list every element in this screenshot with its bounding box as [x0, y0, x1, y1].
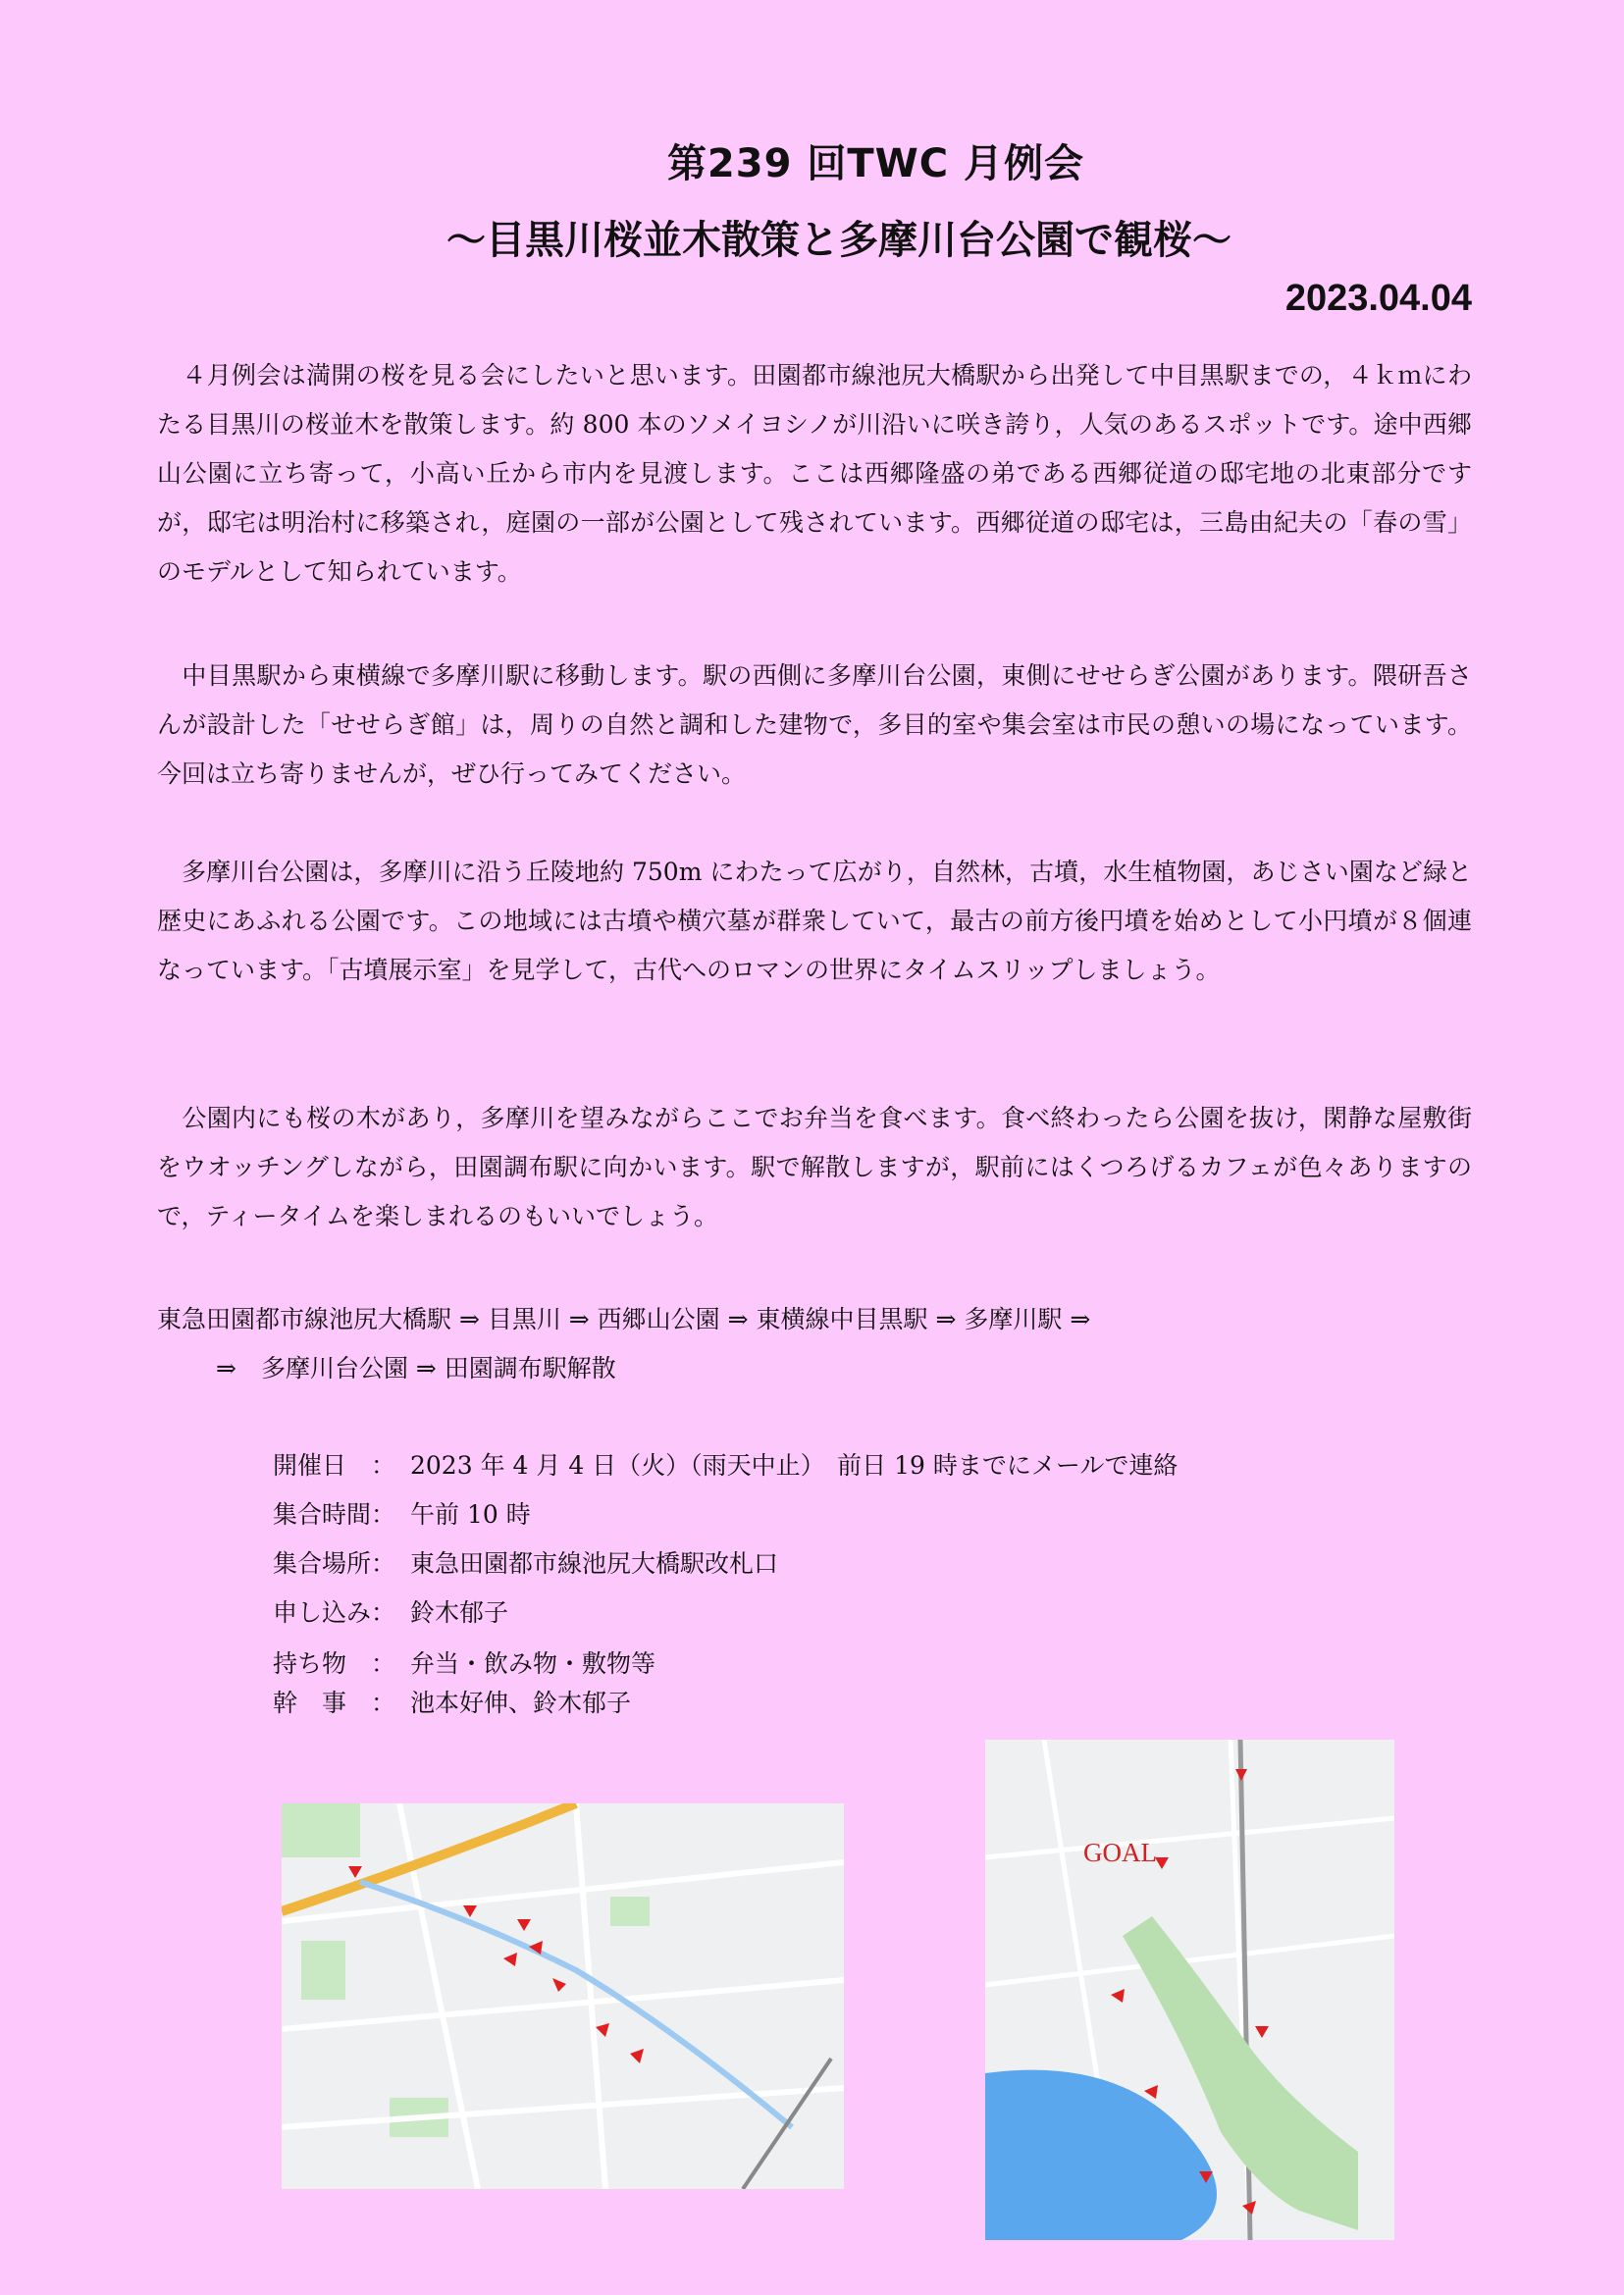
- info-staff-value: 池本好伸、鈴木郁子: [410, 1689, 632, 1717]
- info-date: [273, 1446, 1178, 1486]
- map-tamagawadai: [985, 1740, 1394, 2240]
- info-bring-label: 持ち物 ：: [273, 1649, 396, 1678]
- info-place-value: 東急田園都市線池尻大橋駅改札口: [410, 1549, 779, 1578]
- info-apply: [273, 1593, 508, 1633]
- page-title: 第239 回TWC 月例会: [666, 141, 1085, 186]
- route-line-2: ⇒ 多摩川台公園 ⇒ 田園調布駅解散: [216, 1354, 616, 1382]
- info-apply-value: 鈴木郁子: [410, 1598, 509, 1627]
- info-time-label: 集合時間：: [273, 1500, 396, 1529]
- info-staff: [273, 1684, 631, 1723]
- paragraph-4: 公園内にも桜の木があり，多摩川を望みながらここでお弁当を食べます。食べ終わったら公園を抜け，閑静な屋敷街をウオッチングしながら，田園調布駅に向かいます。駅で解散しますが，駅前にはくつろげるカフェが色々ありますので，ティータイムを楽しまれるのもいいでしょう。: [157, 1104, 1472, 1230]
- paragraph-3: 多摩川台公園は，多摩川に沿う丘陵地約 750m にわたって広がり，自然林，古墳，水生植物園，あじさい園など緑と歴史にあふれる公園です。この地域には古墳や横穴墓が群衆していて，最古の前方後円墳を始めとして小円墳が８個連なっています。「古墳展示室」を見学して，古代へのロマンの世界にタイムスリップしましょう。: [157, 858, 1472, 984]
- info-date-label: 開催日 ：: [273, 1451, 396, 1480]
- info-bring-value: 弁当・飲み物・敷物等: [410, 1649, 656, 1678]
- info-time-value: 午前 10 時: [410, 1500, 531, 1529]
- info-place-label: 集合場所：: [273, 1549, 396, 1578]
- map-meguro-river: [282, 1803, 844, 2189]
- page-subtitle: 〜目黒川桜並木散策と多摩川台公園で観桜〜: [446, 218, 1231, 263]
- info-date-value: 2023 年 4 月 4 日（火）（雨天中止） 前日 19 時までにメールで連絡: [410, 1451, 1179, 1480]
- info-staff-label: 幹 事 ：: [273, 1689, 396, 1717]
- info-bring: [273, 1644, 655, 1684]
- info-apply-label: 申し込み：: [273, 1598, 396, 1627]
- route-line-1: 東急田園都市線池尻大橋駅 ⇒ 目黒川 ⇒ 西郷山公園 ⇒ 東横線中目黒駅 ⇒ 多摩川駅 ⇒: [157, 1305, 1091, 1333]
- page-date: 2023.04.04: [1284, 278, 1472, 319]
- paragraph-2: 中目黒駅から東横線で多摩川駅に移動します。駅の西側に多摩川台公園，東側にせせらぎ公園があります。隈研吾さんが設計した「せせらぎ館」は，周りの自然と調和した建物で，多目的室や集会室は市民の憩いの場になっています。今回は立ち寄りませんが，ぜひ行ってみてください。: [157, 661, 1472, 788]
- paragraph-1: ４月例会は満開の桜を見る会にしたいと思います。田園都市線池尻大橋駅から出発して中目黒駅までの，４ｋｍにわたる目黒川の桜並木を散策します。約 800 本のソメイヨシノが川沿いに咲き誇り，人気のあるスポットです。途中西郷山公園に立ち寄って，小高い丘から市内を見渡します。ここは西郷隆盛の弟である西郷従道の邸宅地の北東部分ですが，邸宅は明治村に移築され，庭園の一部が公園として残されています。西郷従道の邸宅は，三島由紀夫の「春の雪」のモデルとして知られています。: [157, 361, 1472, 586]
- info-time: [273, 1495, 531, 1535]
- info-place: [273, 1544, 778, 1584]
- goal-label: GOAL: [1083, 1838, 1157, 1867]
